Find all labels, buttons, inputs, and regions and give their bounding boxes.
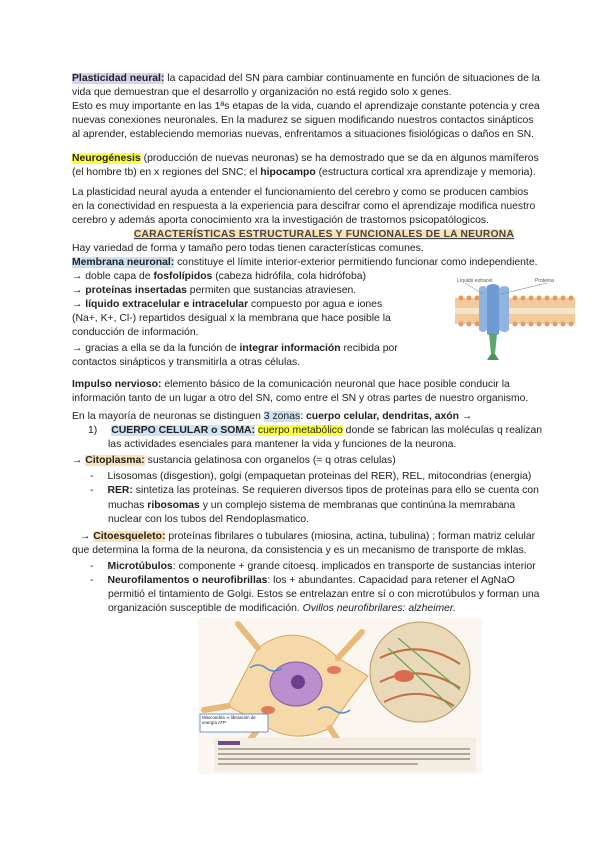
membrana-bullet-7: contactos sinápticos y transmitirla a otras células. [72, 357, 301, 368]
neurofilamentos-term: Neurofilamentos o neurofibrillas [107, 575, 268, 586]
zonas-line: En la mayoría de neuronas se distinguen 3 zonas: cuerpo celular, dendritas, axón → [72, 411, 473, 422]
membrana-bullet-3: → líquido extracelular e intracelular compuesto por agua e iones [72, 299, 383, 310]
soma-line-1: 1) CUERPO CELULAR o SOMA: cuerpo metabólico donde se fabrican las moléculas q realizan [88, 425, 543, 436]
membrana-term: Membrana neuronal: [72, 257, 175, 268]
membrane-illustration [455, 274, 575, 362]
membrana-bullet-5: conducción de información. [72, 327, 199, 338]
membrana-bullet-6: → gracias a ella se da la función de integrar información recibida por [72, 343, 398, 354]
membrana-line-1: Membrana neuronal: constituye el límite interior-exterior permitiendo funcionar como independiente. [72, 257, 538, 268]
rer-term: RER: [107, 485, 133, 496]
importante-line-2: nuevas conexiones neuronales. En la madurez se siguen modificando nuestros contactos sinápticos [72, 115, 534, 126]
neuron-illustration [198, 618, 482, 774]
impulso-line-1: Impulso nervioso: elemento básico de la comunicación neuronal que hace posible conducir la [72, 379, 510, 390]
rer-line-1: - RER: sintetiza las proteínas. Se requieren diversos tipos de proteínas para ello se cuenta con [90, 485, 539, 496]
membrane-label-left: Líquido extracel. [457, 278, 494, 284]
neurogenesis-line-2: (el hombre tb) en x regiones del SNC; el hipocampo (estructura cortical xra aprendizaje y memoria). [72, 167, 536, 178]
neurofilamentos-line-3: organización susceptible de modificación. Ovillos neurofibrilares: alzheimer. [108, 603, 456, 614]
rer-line-2: muchas ribosomas y un complejo sistema de membranas que continúna la memrabana [108, 500, 516, 511]
membrana-bullet-1: → doble capa de fosfolípidos (cabeza hidrófila, cola hidrófoba) [72, 271, 366, 282]
microtubulos-line: - Microtúbulos: componente + grande citoesq. implicados en transporte de sustancias interior [90, 561, 536, 572]
citoplasma-term: Citoplasma: [85, 455, 145, 466]
plasticidad-ayuda-line-1: La plasticidad neural ayuda a entender el funcionamiento del cerebro y como se producen cambios [72, 187, 529, 198]
section-heading: CARACTERÍSTICAS ESTRUCTURALES Y FUNCIONALES DE LA NEURONA [133, 229, 515, 240]
microtubulos-term: Microtúbulos [107, 561, 173, 572]
variedad-line: Hay variedad de forma y tamaño pero todas tienen características comunes. [72, 243, 424, 254]
importante-line-3: al aprender, estableciendo memorias nuevas, enfrentamos a situaciones fisiológicas o daños en SN. [72, 129, 535, 140]
membrane-figure [455, 274, 575, 362]
citoesqueleto-line-2: que determina la forma de la neurona, da consistencia y es un mecanismo de transporte de mklas. [72, 545, 527, 556]
citoesqueleto-line-1: → Citoesqueleto: proteínas fibrilares o tubulares (miosina, actina, tubulina) ; forman matriz celular [80, 531, 536, 542]
impulso-term: Impulso nervioso: [72, 379, 162, 390]
neuron-figure [198, 618, 482, 774]
rer-line-3: nuclear con los tubos del Rendoplasmatico. [108, 514, 310, 525]
plasticidad-ayuda-line-2: en la conectividad en respuesta a la experiencia para descifrar como el aprendizaje modifica nuestro [72, 201, 536, 212]
neurofilamentos-line-1: - Neurofilamentos o neurofibrillas: los + abundantes. Capacidad para retener el AgNaO [90, 575, 515, 586]
citoesqueleto-term: Citoesqueleto: [93, 531, 166, 542]
lisosomas-line: - Lisosomas (disgestion), golgi (empaquetan proteinas del RER), REL, mitocondrias (energia) [90, 471, 532, 482]
membrane-label-right: Proteína [535, 278, 554, 284]
neuron-note-label: Mitocondria ⇒ liberación de energía ATP [202, 715, 256, 725]
soma-term: CUERPO CELULAR o SOMA: [111, 425, 255, 436]
neurogenesis-line-1: Neurogénesis (producción de nuevas neuronas) se ha demostrado que se da en algunos mamíferos [72, 153, 539, 164]
neurogenesis-term: Neurogénesis [72, 153, 141, 164]
plasticidad-line-2: vida que demuestran que el desarrollo y organización no está regido solo x genes. [72, 87, 452, 98]
impulso-line-2: información tanto de un lugar a otro del SN, como entre el SN y otras partes de nuestro organismo. [72, 393, 529, 404]
soma-line-2: las actividades esenciales para mantener la vida y funciones de la neurona. [108, 439, 457, 450]
plasticidad-term: Plasticidad neural: [72, 73, 165, 84]
membrana-bullet-4: (Na+, K+, Cl-) repartidos desigual x la membrana que hace posible la [72, 313, 391, 324]
citoplasma-line: → Citoplasma: sustancia gelatinosa con organelos (= q otras celulas) [72, 455, 396, 466]
plasticidad-line-1: Plasticidad neural: la capacidad del SN para cambiar continuamente en función de situaciones de la [72, 73, 540, 84]
plasticidad-ayuda-line-3: cerebro y además aporta conocimiento xra la investigación de trastornos psicopatólogicos. [72, 215, 490, 226]
importante-line-1: Esto es muy importante en las 1ªs etapas de la vida, cuando el aprendizaje constante potencia y crea [72, 101, 540, 112]
neurofilamentos-line-2: permitió el tintamiento de Golgi. Estos se entrelazan entre sí o con microtúbulos y forman una [108, 589, 540, 600]
membrana-bullet-2: → proteínas insertadas permiten que sustancias atraviesen. [72, 285, 357, 296]
